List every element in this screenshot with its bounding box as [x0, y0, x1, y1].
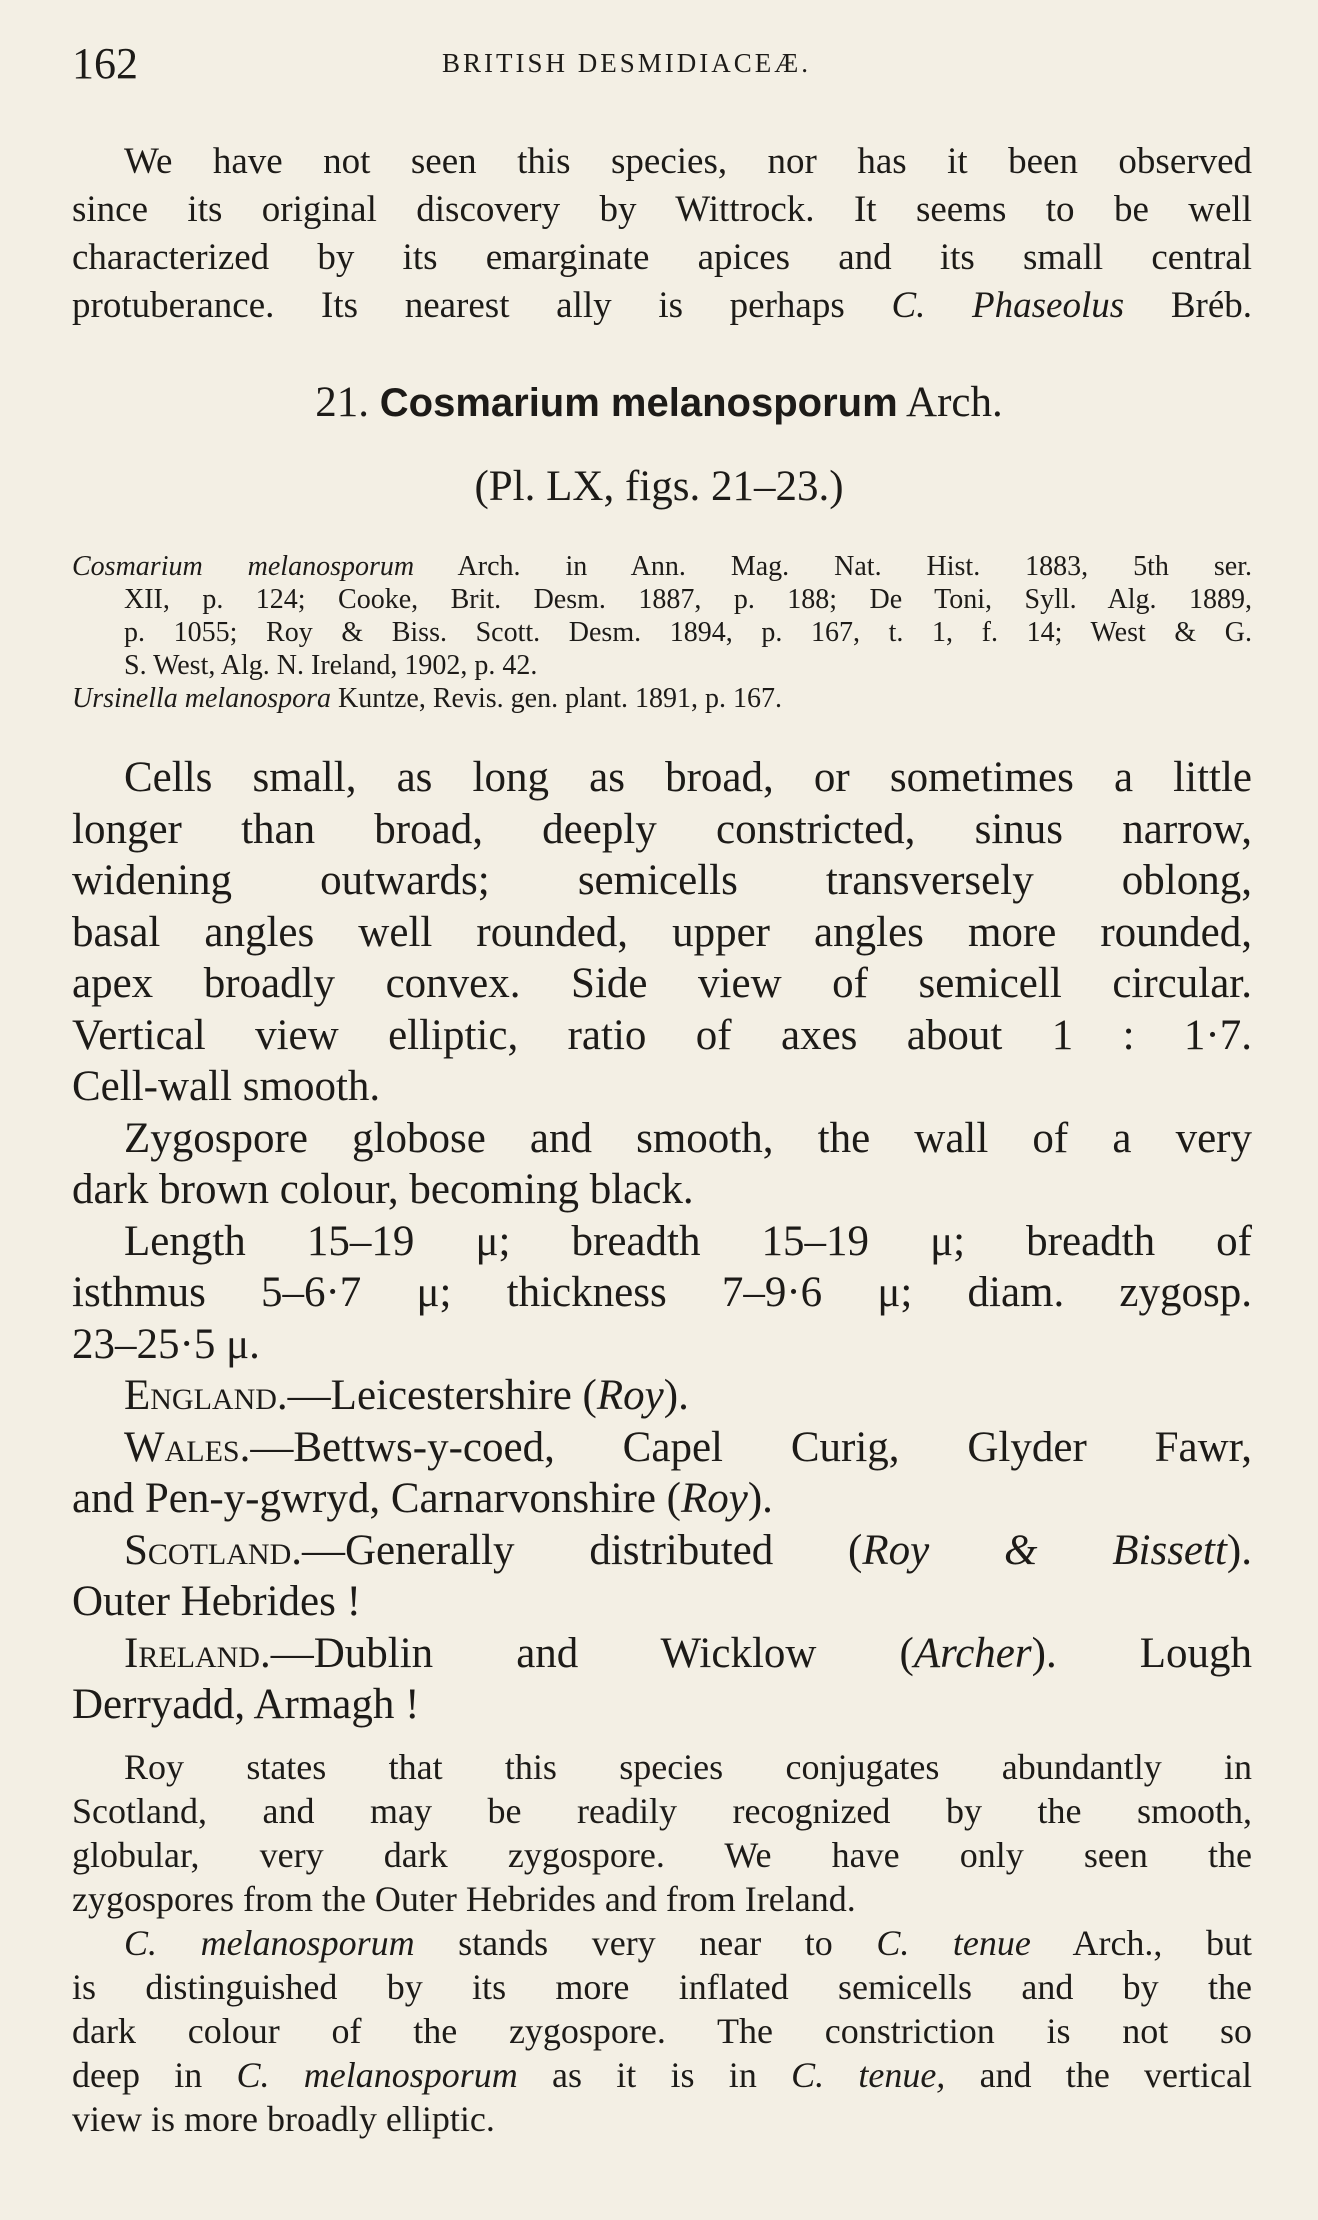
text-line: Derryadd, Armagh !	[72, 1681, 420, 1728]
text-line: longer than broad, deeply constricted, sinus narrow,	[72, 805, 1252, 853]
species-number: 21.	[315, 379, 369, 426]
text-line: zygospores from the Outer Hebrides and from Ireland.	[72, 1879, 856, 1919]
text-line: Zygospore globose and smooth, the wall of a very	[124, 1114, 1252, 1162]
text-line: globular, very dark zygospore. We have only seen the	[72, 1835, 1252, 1875]
text-line: Ursinella melanospora Kuntze, Revis. gen. plant. 1891, p. 167.	[72, 683, 783, 714]
taxon-name: C. melanosporum	[124, 1923, 415, 1963]
authority: Roy	[681, 1475, 748, 1522]
text-line: Vertical view elliptic, ratio of axes about 1 : 1·7.	[72, 1011, 1252, 1059]
text-line: deep in C. melanosporum as it is in C. tenue, and the vertical	[72, 2055, 1252, 2095]
running-head	[72, 38, 1252, 94]
taxon-name: C. melanosporum	[236, 2055, 518, 2095]
region-name: Ireland	[124, 1629, 260, 1677]
text-line: protuberance. Its nearest ally is perhaps C. Phaseolus Bréb.	[72, 285, 1252, 326]
intro-paragraph	[72, 138, 1252, 330]
distribution-scotland: Scotland.—Generally distributed (Roy & Bissett).	[124, 1526, 1252, 1574]
plate-reference: (Pl. LX, figs. 21–23.)	[474, 463, 844, 510]
text-line: isthmus 5–6·7 μ; thickness 7–9·6 μ; diam. zygosp.	[72, 1269, 1252, 1316]
region-name: Scotland	[124, 1526, 292, 1574]
text-line: apex broadly convex. Side view of semicell circular.	[72, 960, 1252, 1007]
text-line: Outer Hebrides !	[72, 1578, 361, 1625]
species-name: Cosmarium melanosporum	[379, 381, 898, 425]
text-line: Cell-wall smooth.	[72, 1063, 381, 1110]
text-line: widening outwards; semicells transversely oblong,	[72, 857, 1252, 904]
taxon-name: C. tenue,	[791, 2055, 946, 2095]
text-line: and Pen-y-gwryd, Carnarvonshire (Roy).	[72, 1475, 773, 1522]
text-line: basal angles well rounded, upper angles more rounded,	[72, 908, 1252, 956]
taxon-name: C. Phaseolus	[891, 285, 1125, 326]
synonym-entry	[72, 682, 1252, 715]
distribution-ireland: Ireland.—Dublin and Wicklow (Archer). Lough	[124, 1629, 1252, 1677]
text-line: Roy states that this species conjugates abundantly in	[124, 1747, 1252, 1787]
synonym-name: Ursinella melanospora	[72, 683, 331, 714]
species-author: Arch.	[906, 379, 1003, 426]
text-line: XII, p. 124; Cooke, Brit. Desm. 1887, p. 188; De Toni, Syll. Alg. 1889,	[124, 584, 1252, 615]
text-line: Cells small, as long as broad, or sometimes a little	[124, 754, 1252, 801]
region-name: Wales	[124, 1423, 240, 1471]
page-number: 162	[72, 39, 138, 88]
running-title: BRITISH DESMIDIACEÆ.	[442, 48, 812, 78]
authority: Roy & Bissett	[862, 1526, 1227, 1574]
authority: Archer	[913, 1629, 1032, 1677]
text-line: p. 1055; Roy & Biss. Scott. Desm. 1894, p. 167, t. 1, f. 14; West & G.	[124, 617, 1252, 648]
text-line: characterized by its emarginate apices and its small central	[72, 237, 1252, 278]
species-heading	[0, 378, 1318, 427]
distribution-england: England.—Leicestershire (Roy).	[124, 1372, 689, 1419]
synonym-entry	[72, 550, 1252, 682]
authority: Roy	[596, 1372, 664, 1419]
text-line: Length 15–19 μ; breadth 15–19 μ; breadth of	[124, 1217, 1252, 1265]
text-line: since its original discovery by Wittrock. It seems to be well	[72, 189, 1252, 230]
text-line: Cosmarium melanosporum Arch. in Ann. Mag. Nat. Hist. 1883, 5th ser.	[72, 551, 1252, 582]
discussion-notes	[72, 1745, 1252, 2141]
text-line: 23–25·5 μ.	[72, 1320, 260, 1368]
text-line: C. melanosporum stands very near to C. tenue Arch., but	[124, 1923, 1252, 1963]
text-line: dark colour of the zygospore. The constriction is not so	[72, 2011, 1252, 2051]
text-line: is distinguished by its more inflated semicells and by the	[72, 1967, 1252, 2007]
species-description	[72, 752, 1252, 1731]
distribution-wales: Wales.—Bettws-y-coed, Capel Curig, Glyder Fawr,	[124, 1423, 1252, 1471]
text-line: view is more broadly elliptic.	[72, 2099, 495, 2139]
text-line: Scotland, and may be readily recognized by the smooth,	[72, 1791, 1252, 1831]
text-line: dark brown colour, becoming black.	[72, 1166, 694, 1213]
synonym-name: Cosmarium melanosporum	[72, 551, 415, 582]
taxon-name: C. tenue	[876, 1923, 1031, 1963]
text-line: S. West, Alg. N. Ireland, 1902, p. 42.	[124, 650, 538, 681]
text-line: We have not seen this species, nor has it been observed	[124, 141, 1252, 182]
region-name: England	[124, 1372, 277, 1419]
synonymy	[72, 550, 1252, 715]
